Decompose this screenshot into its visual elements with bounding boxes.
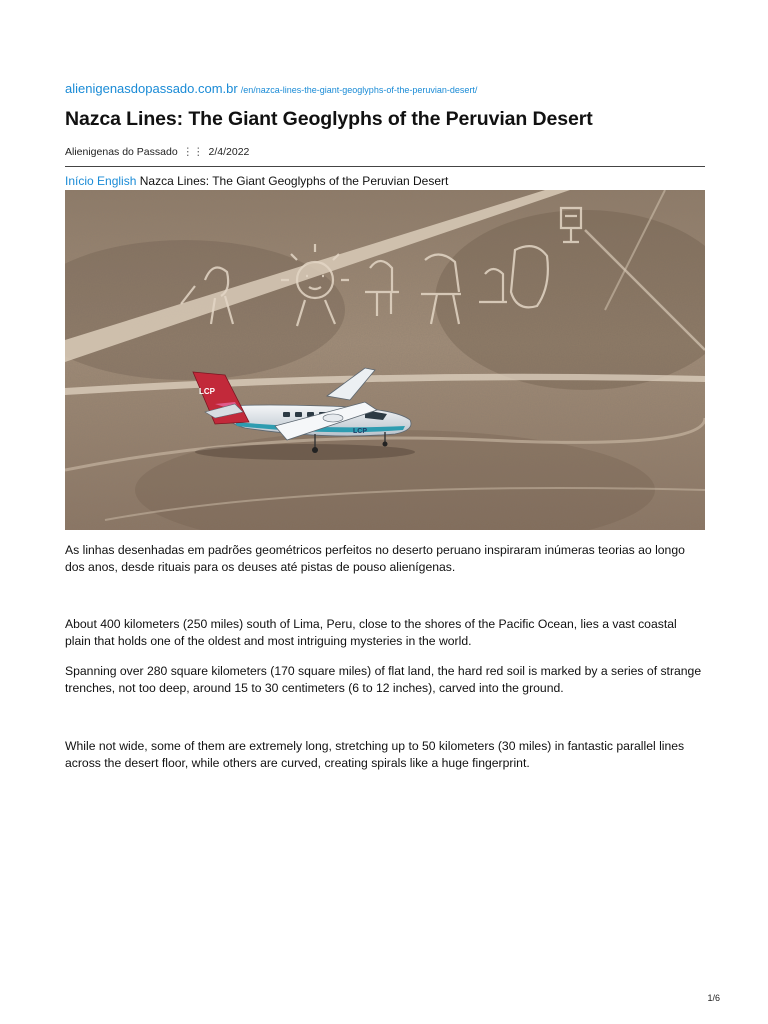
article-paragraph: Spanning over 280 square kilometers (170 square miles) of flat land, the hard red soil is marked by a series of strange trenches, not too deep, around 15 to 30 centimeters (6 to 12 inches), carved into the ground. xyxy=(65,664,702,695)
article-date: 2/4/2022 xyxy=(208,146,250,158)
source-path-link[interactable]: /en/nazca-lines-the-giant-geoglyphs-of-the-peruvian-desert/ xyxy=(240,85,478,95)
article-meta xyxy=(65,146,249,158)
nazca-desert-photo xyxy=(65,190,705,530)
breadcrumb xyxy=(65,174,448,188)
breadcrumb-current: Nazca Lines: The Giant Geoglyphs of the Peruvian Desert xyxy=(139,174,449,188)
meta-separator: ⋮⋮ xyxy=(182,146,204,158)
source-url xyxy=(65,80,477,98)
article-paragraph: As linhas desenhadas em padrões geométricos perfeitos no deserto peruano inspiraram inúmeras teorias ao longo dos anos, desde rituais para os deuses até pistas de pouso alienígenas. xyxy=(65,543,685,574)
tail-logo-text: LCP xyxy=(199,387,215,396)
article-title: Nazca Lines: The Giant Geoglyphs of the Peruvian Desert xyxy=(65,108,593,130)
article-paragraph: About 400 kilometers (250 miles) south of Lima, Peru, close to the shores of the Pacific Ocean, lies a vast coastal plain that holds one of the oldest and most intriguing mysteries in the world. xyxy=(65,617,677,648)
breadcrumb-home-link[interactable]: Início xyxy=(65,174,94,188)
source-domain-link[interactable]: alienigenasdopassado.com.br xyxy=(65,81,238,96)
article-author: Alienigenas do Passado xyxy=(65,146,178,158)
breadcrumb-category-link[interactable]: English xyxy=(97,174,137,188)
hero-image xyxy=(65,190,705,530)
article-paragraph: While not wide, some of them are extremely long, stretching up to 50 kilometers (30 miles) in fantastic parallel lines across the desert floor, while others are curved, creating spirals like a huge fingerprint. xyxy=(65,739,685,770)
fuselage-logo-text: LCP xyxy=(353,428,367,435)
header-divider xyxy=(65,166,705,167)
page-number: 1/6 xyxy=(707,993,720,1003)
